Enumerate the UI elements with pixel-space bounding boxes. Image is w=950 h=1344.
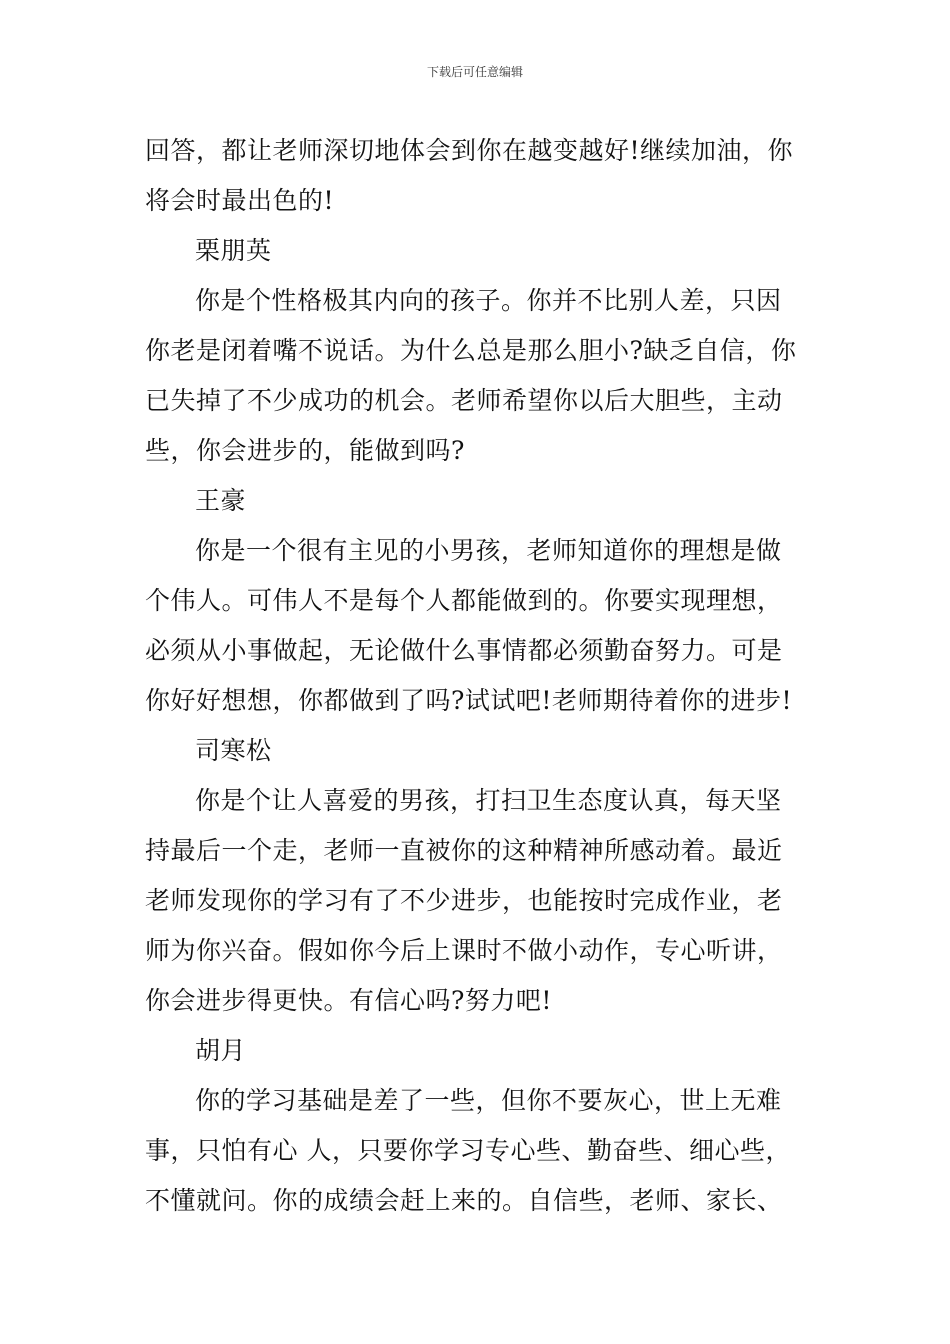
text-line: 你是个性格极其内向的孩子。你并不比别人差，只因 [195,286,782,315]
text-line: 回答，都让老师深切地体会到你在越变越好!继续加油，你 [145,136,794,165]
student-name: 胡月 [195,1036,247,1065]
text-line: 不懂就问。你的成绩会赶上来的。自信些，老师、家长、 [145,1186,783,1215]
page-header: 下载后可任意编辑 [426,65,523,79]
text-line: 些，你会进步的，能做到吗? [145,436,465,465]
text-line: 事，只怕有心 人，只要你学习专心些、勤奋些、细心些， [145,1136,791,1165]
paragraph-continuation [145,126,810,226]
comment-paragraph [145,276,810,476]
student-name: 王豪 [195,486,247,515]
text-line: 你好好想想，你都做到了吗?试试吧!老师期待着你的进步! [145,686,792,715]
text-line: 你是一个很有主见的小男孩，老师知道你的理想是做 [195,536,782,565]
text-line: 持最后一个走，老师一直被你的这种精神所感动着。最近 [145,836,783,865]
text-line: 你会进步得更快。有信心吗?努力吧! [145,986,552,1015]
student-name: 司寒松 [195,736,272,765]
text-line: 你老是闭着嘴不说话。为什么总是那么胆小?缺乏自信，你 [145,336,797,365]
text-line: 个伟人。可伟人不是每个人都能做到的。你要实现理想， [145,586,783,615]
comment-paragraph [145,776,810,1026]
comment-paragraph [145,526,810,726]
text-line: 你是个让人喜爱的男孩，打扫卫生态度认真，每天坚 [195,786,782,815]
text-line: 老师发现你的学习有了不少进步，也能按时完成作业，老 [145,886,783,915]
text-line: 必须从小事做起，无论做什么事情都必须勤奋努力。可是 [145,636,783,665]
document-body [145,126,810,1226]
text-line: 已失掉了不少成功的机会。老师希望你以后大胆些，主动 [145,386,783,415]
comment-paragraph [145,1076,810,1226]
text-line: 你的学习基础是差了一些，但你不要灰心，世上无难 [195,1086,782,1115]
text-line: 师为你兴奋。假如你今后上课时不做小动作，专心听讲， [145,936,783,965]
student-name: 栗朋英 [195,236,272,265]
text-line: 将会时最出色的! [145,186,335,215]
